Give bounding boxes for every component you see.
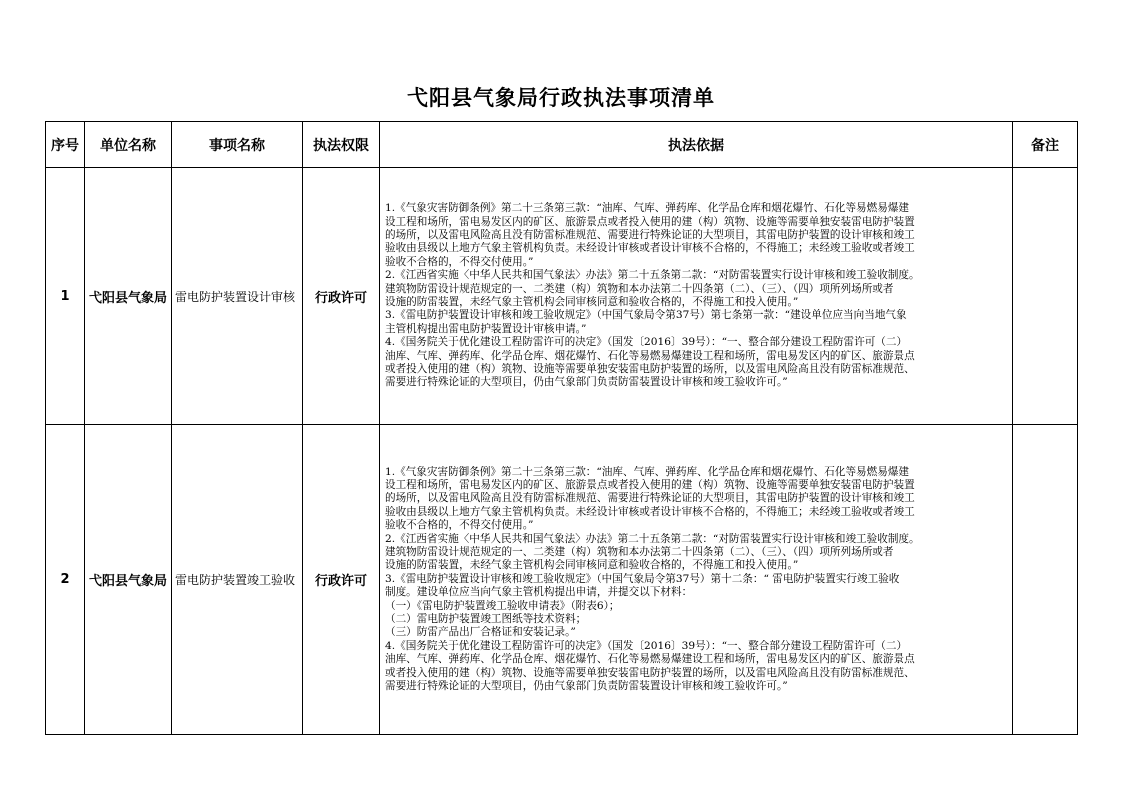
row-index: 1 — [46, 168, 85, 425]
header-note: 备注 — [1013, 122, 1078, 168]
header-index: 序号 — [46, 122, 85, 168]
page-title: 弋阳县气象局行政执法事项清单 — [407, 85, 715, 110]
table-row — [46, 425, 1078, 735]
basis-line: 油库、气库、弹药库、化学品仓库、烟花爆竹、石化等易燃易爆建设工程和场所，雷电易发区内的矿区、旅游景点 — [385, 349, 915, 362]
row-index: 2 — [46, 425, 85, 735]
header-row — [46, 122, 1078, 168]
row-item: 雷电防护装置设计审核 — [172, 168, 303, 425]
header-basis: 执法依据 — [380, 122, 1013, 168]
basis-line: 3.《雷电防护装置设计审核和竣工验收规定》（中国气象局令第37号）第十二条：“ 雷电防护装置实行竣工验收 — [385, 572, 900, 585]
basis-line: 或者投入使用的建（构）筑物、设施等需要单独安装雷电防护装置的场所，以及雷电风险高且没有防雷标准规范、 — [385, 363, 915, 376]
basis-line: 验收不合格的，不得交付使用。” — [385, 255, 534, 268]
basis-line: 设施的防雷装置，未经气象主管机构会同审核同意和验收合格的，不得施工和投入使用。” — [385, 559, 799, 572]
basis-line: 需要进行特殊论证的大型项目，仍由气象部门负责防雷装置设计审核和竣工验收许可。” — [385, 680, 788, 693]
basis-line: 3.《雷电防护装置设计审核和竣工验收规定》（中国气象局令第37号）第七条第一款：“建设单位应当向当地气象 — [385, 309, 907, 322]
row-authority: 行政许可 — [303, 168, 380, 425]
basis-line: （三）防雷产品出厂合格证和安装记录。” — [385, 626, 576, 639]
basis-line: 建筑物防雷设计规范规定的一、二类建（构）筑物和本办法第二十四条第（二）、（三）、（四）项所列场所或者 — [385, 545, 894, 558]
basis-line: 油库、气库、弹药库、化学品仓库、烟花爆竹、石化等易燃易爆建设工程和场所，雷电易发区内的矿区、旅游景点 — [385, 653, 915, 666]
row-basis — [380, 168, 1013, 425]
basis-line: 验收不合格的，不得交付使用。” — [385, 519, 534, 532]
basis-line: 验收由县级以上地方气象主管机构负责。未经设计审核或者设计审核不合格的，不得施工；未经竣工验收或者竣工 — [385, 505, 915, 518]
basis-line: 1.《气象灾害防御条例》第二十三条第三款：“油库、气库、弹药库、化学品仓库和烟花爆竹、石化等易燃易爆建 — [385, 202, 910, 215]
basis-line: 设工程和场所，雷电易发区内的矿区、旅游景点或者投入使用的建（构）筑物、设施等需要单独安装雷电防护装置 — [385, 478, 915, 491]
basis-line: 建筑物防雷设计规范规定的一、二类建（构）筑物和本办法第二十四条第（二）、（三）、（四）项所列场所或者 — [385, 282, 894, 295]
basis-line: 需要进行特殊论证的大型项目，仍由气象部门负责防雷装置设计审核和竣工验收许可。” — [385, 376, 788, 389]
basis-line: 制度。建设单位应当向气象主管机构提出申请，并提交以下材料： — [385, 586, 693, 599]
basis-line: 4.《国务院关于优化建设工程防雷许可的决定》（国发〔2016〕39号）：“一、整合部分建设工程防雷许可（二） — [385, 639, 908, 652]
row-authority: 行政许可 — [303, 425, 380, 735]
basis-line: 4.《国务院关于优化建设工程防雷许可的决定》（国发〔2016〕39号）：“一、整合部分建设工程防雷许可（二） — [385, 336, 908, 349]
basis-line: 设施的防雷装置，未经气象主管机构会同审核同意和验收合格的，不得施工和投入使用。” — [385, 296, 799, 308]
row-item: 雷电防护装置竣工验收 — [172, 425, 303, 735]
row-unit: 弋阳县气象局 — [85, 168, 172, 425]
header-item: 事项名称 — [172, 122, 303, 168]
enforcement-table — [45, 121, 1078, 735]
basis-line: 的场所，以及雷电风险高且没有防雷标准规范、需要进行特殊论证的大型项目，其雷电防护装置的设计审核和竣工 — [385, 492, 915, 505]
basis-line: 2.《江西省实施〈中华人民共和国气象法〉办法》第二十五条第二款：“对防雷装置实行设计审核和竣工验收制度。 — [385, 532, 920, 545]
basis-line: 主管机构提出雷电防护装置设计审核申请。” — [385, 322, 587, 335]
basis-line: 1.《气象灾害防御条例》第二十三条第三款：“油库、气库、弹药库、化学品仓库和烟花爆竹、石化等易燃易爆建 — [385, 465, 910, 478]
header-unit: 单位名称 — [85, 122, 172, 168]
basis-line: （二）雷电防护装置竣工图纸等技术资料； — [385, 613, 587, 626]
row-note — [1013, 168, 1078, 425]
basis-line: 或者投入使用的建（构）筑物、设施等需要单独安装雷电防护装置的场所，以及雷电风险高且没有防雷标准规范、 — [385, 666, 915, 679]
header-authority: 执法权限 — [303, 122, 380, 168]
table-row — [46, 168, 1078, 425]
basis-line: 设工程和场所，雷电易发区内的矿区、旅游景点或者投入使用的建（构）筑物、设施等需要单独安装雷电防护装置 — [385, 215, 915, 228]
basis-line: 验收由县级以上地方气象主管机构负责。未经设计审核或者设计审核不合格的，不得施工；未经竣工验收或者竣工 — [385, 242, 915, 255]
basis-line: 的场所，以及雷电风险高且没有防雷标准规范、需要进行特殊论证的大型项目，其雷电防护装置的设计审核和竣工 — [385, 228, 915, 241]
row-unit: 弋阳县气象局 — [85, 425, 172, 735]
basis-line: （一）《雷电防护装置竣工验收申请表》（附表6）； — [385, 599, 620, 612]
row-basis — [380, 425, 1013, 735]
row-note — [1013, 425, 1078, 735]
basis-line: 2.《江西省实施〈中华人民共和国气象法〉办法》第二十五条第二款：“对防雷装置实行设计审核和竣工验收制度。 — [385, 269, 920, 282]
